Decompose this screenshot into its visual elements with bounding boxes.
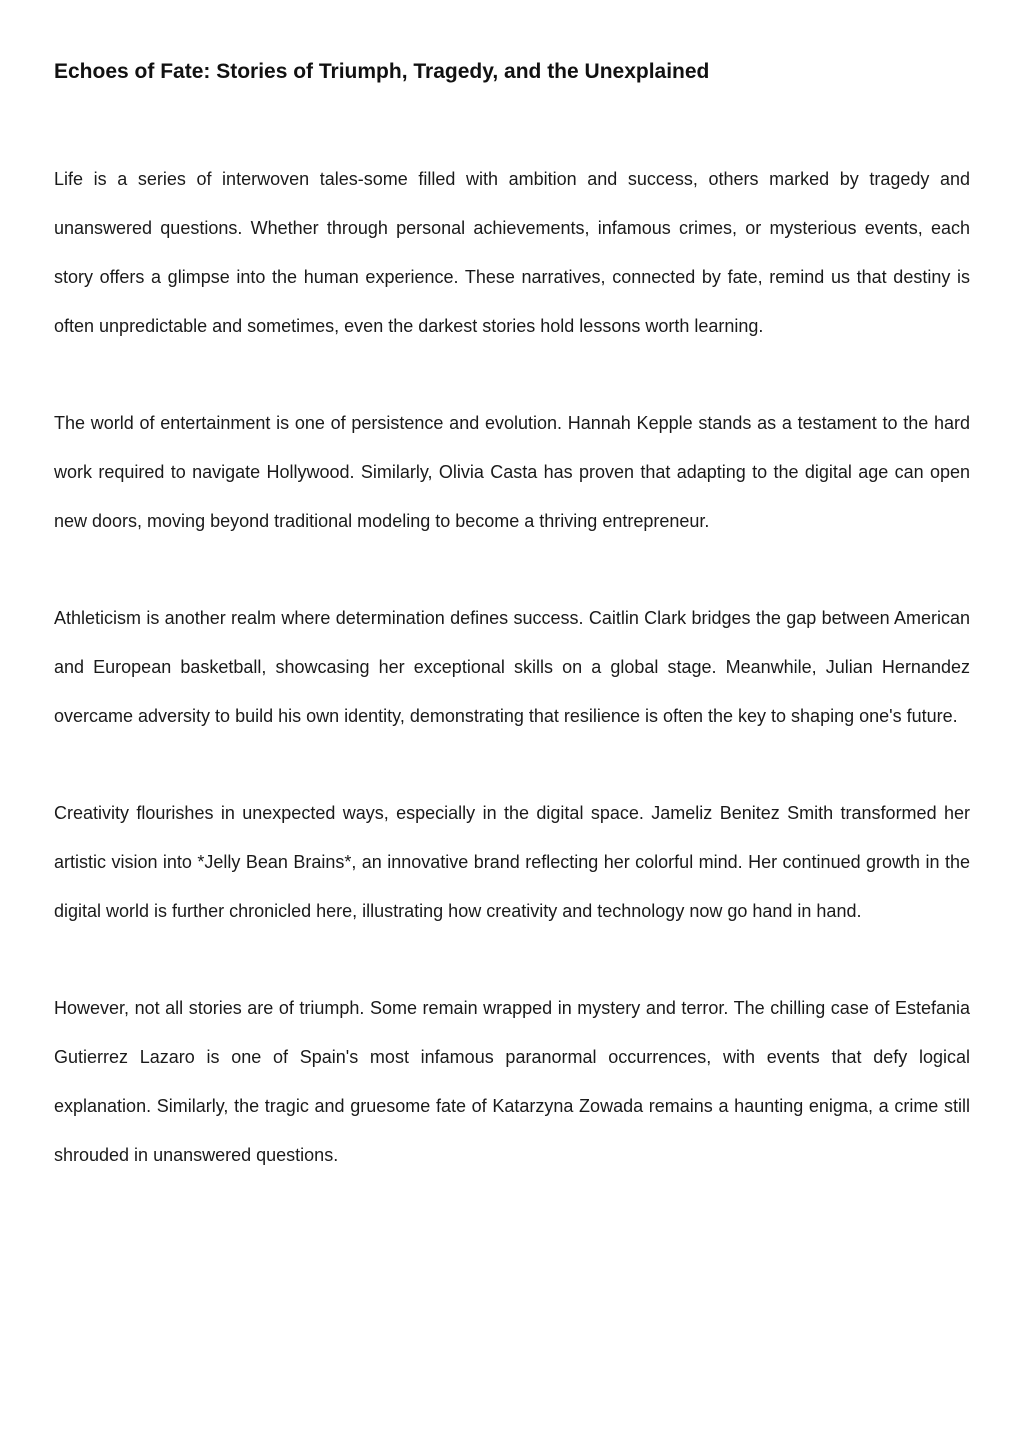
paragraph-intro: Life is a series of interwoven tales-some filled with ambition and success, others marked by tragedy and unanswered questions. Whether through personal achievements, infamous crimes, or mysterious events, each story offers a glimpse into the human experience. These narratives, connected by fate, remind us that destiny is often unpredictable and sometimes, even the darkest stories hold lessons worth learning.: [54, 169, 970, 336]
paragraph-mystery: However, not all stories are of triumph. Some remain wrapped in mystery and terror. The chilling case of Estefania Gutierrez Lazaro is one of Spain's most infamous paranormal occurrences, with events that defy logical explanation. Similarly, the tragic and gruesome fate of Katarzyna Zowada remains a haunting enigma, a crime still shrouded in unanswered questions.: [54, 998, 970, 1165]
paragraph-entertainment: The world of entertainment is one of persistence and evolution. Hannah Kepple stands as a testament to the hard work required to navigate Hollywood. Similarly, Olivia Casta has proven that adapting to the digital age can open new doors, moving beyond traditional modeling to become a thriving entrepreneur.: [54, 413, 970, 531]
document-body: [54, 155, 970, 1180]
paragraph-creativity: Creativity flourishes in unexpected ways, especially in the digital space. Jameliz Benitez Smith transformed her artistic vision into *Jelly Bean Brains*, an innovative brand reflecting her colorful mind. Her continued growth in the digital world is further chronicled here, illustrating how creativity and technology now go hand in hand.: [54, 803, 970, 921]
document-page: [54, 0, 970, 1228]
paragraph-athleticism: Athleticism is another realm where determination defines success. Caitlin Clark bridges the gap between American and European basketball, showcasing her exceptional skills on a global stage. Meanwhile, Julian Hernandez overcame adversity to build his own identity, demonstrating that resilience is often the key to shaping one's future.: [54, 608, 970, 726]
document-title: Echoes of Fate: Stories of Triumph, Tragedy, and the Unexplained: [54, 60, 710, 83]
